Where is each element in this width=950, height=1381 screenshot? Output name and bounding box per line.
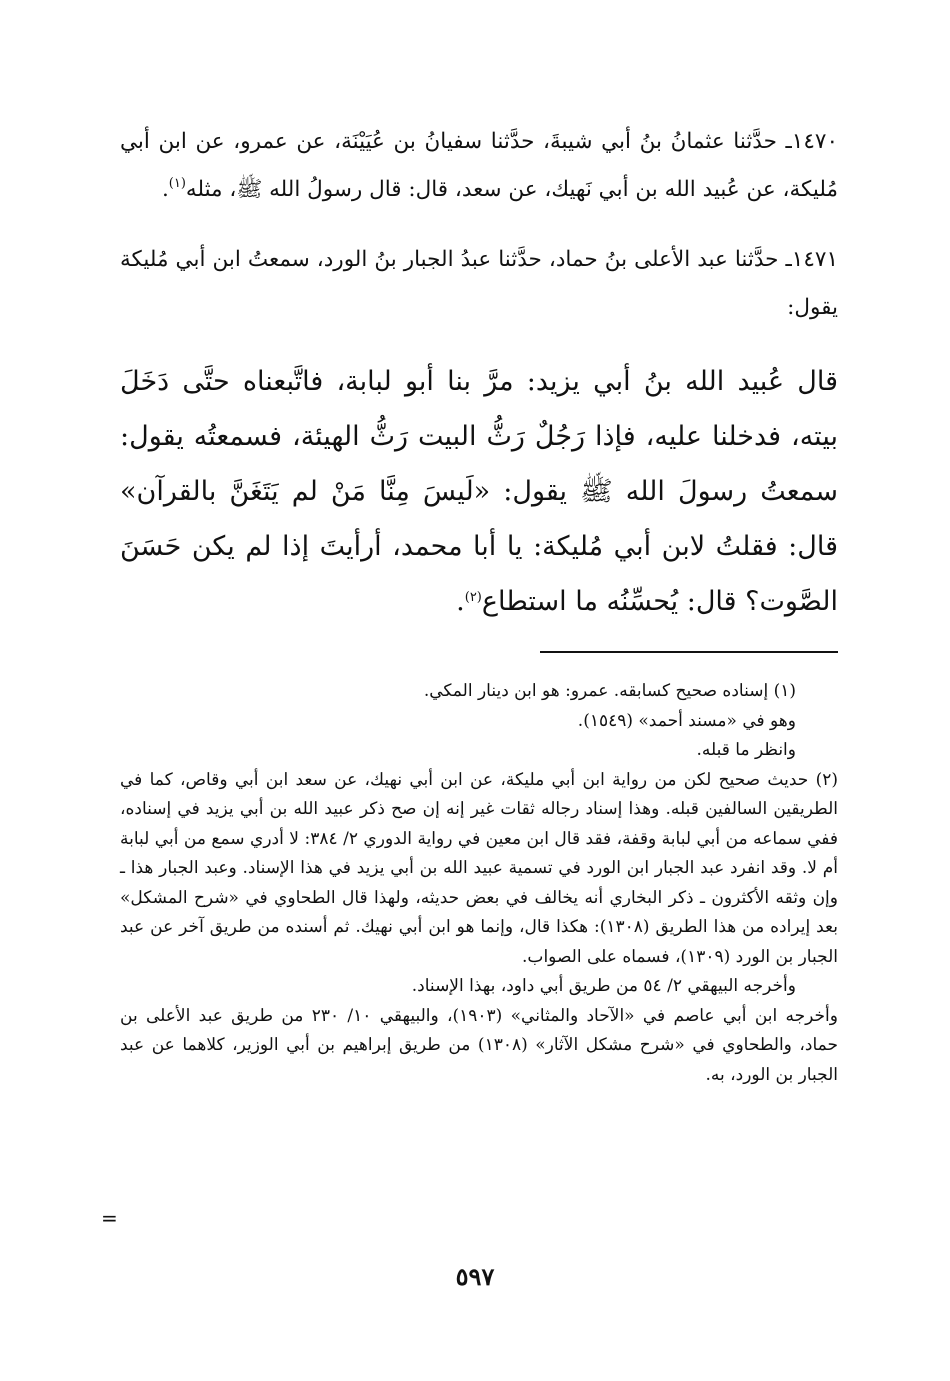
hadith-quote-text: قال عُبيد الله بنُ أبي يزيد: مرَّ بنا أبو لبابة، فاتَّبعناه حتَّى دَخَلَ بيته، فدخلنا عليه، فإذا رَجُلٌ رَثُّ البيت رَثُّ الهيئة، فسمعتُه يقول: سمعتُ رسولَ الله ﷺ يقول: «لَيسَ مِنَّا مَنْ لم يَتَغَنَّ بالقرآن» قال: فقلتُ لابن أبي مُليكة: يا أبا محمد، أرأيتَ إذا لم يكن حَسَنَ الصَّوت؟ قال: يُحسِّنُه ما استطاع (120, 366, 838, 617)
footnotes (120, 677, 838, 1090)
footnote-2-paragraph-1: (٢) حديث صحيح لكن من رواية ابن أبي مليكة، عن ابن أبي نهيك، عن سعد ابن أبي وقاص، كما في الطريقين السالفين قبله. وهذا إسناد رجاله ثقات غير إنه إن صح ذكر عبيد الله بن أبي يزيد في إسناده، ففي سماعه من أبي لبابة وقفة، فقد قال ابن معين في رواية الدوري ٢/ ٣٨٤: لا أدري سمع من أبي لبابة أم لا. وقد انفرد عبد الجبار ابن الورد في تسمية عبيد الله بن أبي يزيد في هذا الإسناد. وعبد الجبار هذا ـ وإن وثقه الأكثرون ـ ذكر البخاري أنه يخالف في بعض حديثه، ولهذا قال الطحاوي في «شرح المشكل» بعد إيراده من هذا الطريق (١٣٠٨): هكذا قال، وإنما هو ابن أبي نهيك. ثم أسنده من طريق آخر عن عبد الجبار بن الورد (١٣٠٩)، فسماه على الصواب. (120, 769, 838, 967)
footnote-ref-2[interactable]: (٢) (464, 590, 482, 605)
page-number: ٥٩٧ (455, 1262, 495, 1291)
hadith-quote (120, 354, 838, 629)
footnote-1-line-3: وانظر ما قبله. (696, 740, 796, 760)
footnote-ref-1[interactable]: (١) (168, 176, 186, 191)
hadith-1471 (120, 236, 838, 332)
page-body (120, 118, 838, 1090)
hadith-1471-text: ١٤٧١ـ حدَّثنا عبد الأعلى بنُ حماد، حدَّثنا عبدُ الجبار بنُ الورد، سمعتُ ابن أبي مُليكة يقول: (120, 247, 838, 320)
continuation-mark: = (101, 1206, 118, 1230)
hadith-1470-end: . (161, 177, 169, 202)
hadith-1470 (120, 118, 838, 214)
hadith-1470-text: ١٤٧٠ـ حدَّثنا عثمانُ بنُ أبي شيبةَ، حدَّثنا سفيانُ بن عُيَيْنَة، عن عمرو، عن ابن أبي مُليكة، عن عُبيد الله بن أبي نَهيك، عن سعد، قال: قال رسولُ الله ﷺ، مثله (120, 129, 838, 202)
footnote-1-line-2: وهو في «مسند أحمد» (١٥٤٩). (577, 710, 796, 731)
footnote-2-paragraph-2: وأخرجه البيهقي ٢/ ٥٤ من طريق أبي داود، بهذا الإسناد. (411, 976, 796, 996)
footnote-1-line-1: (١) إسناده صحيح كسابقه. عمرو: هو ابن دينار المكي. (423, 681, 796, 701)
footnote-2-paragraph-3: وأخرجه ابن أبي عاصم في «الآحاد والمثاني» (١٩٠٣)، والبيهقي ١٠/ ٢٣٠ من طريق عبد الأعلى بن حماد، والطحاوي في «شرح مشكل الآثار» (١٣٠٨) من طريق إبراهيم بن أبي الوزير، كلاهما عن عبد الجبار بن الورد، به. (120, 1005, 838, 1085)
hadith-quote-end: . (456, 586, 465, 617)
footnote-separator (540, 651, 838, 653)
